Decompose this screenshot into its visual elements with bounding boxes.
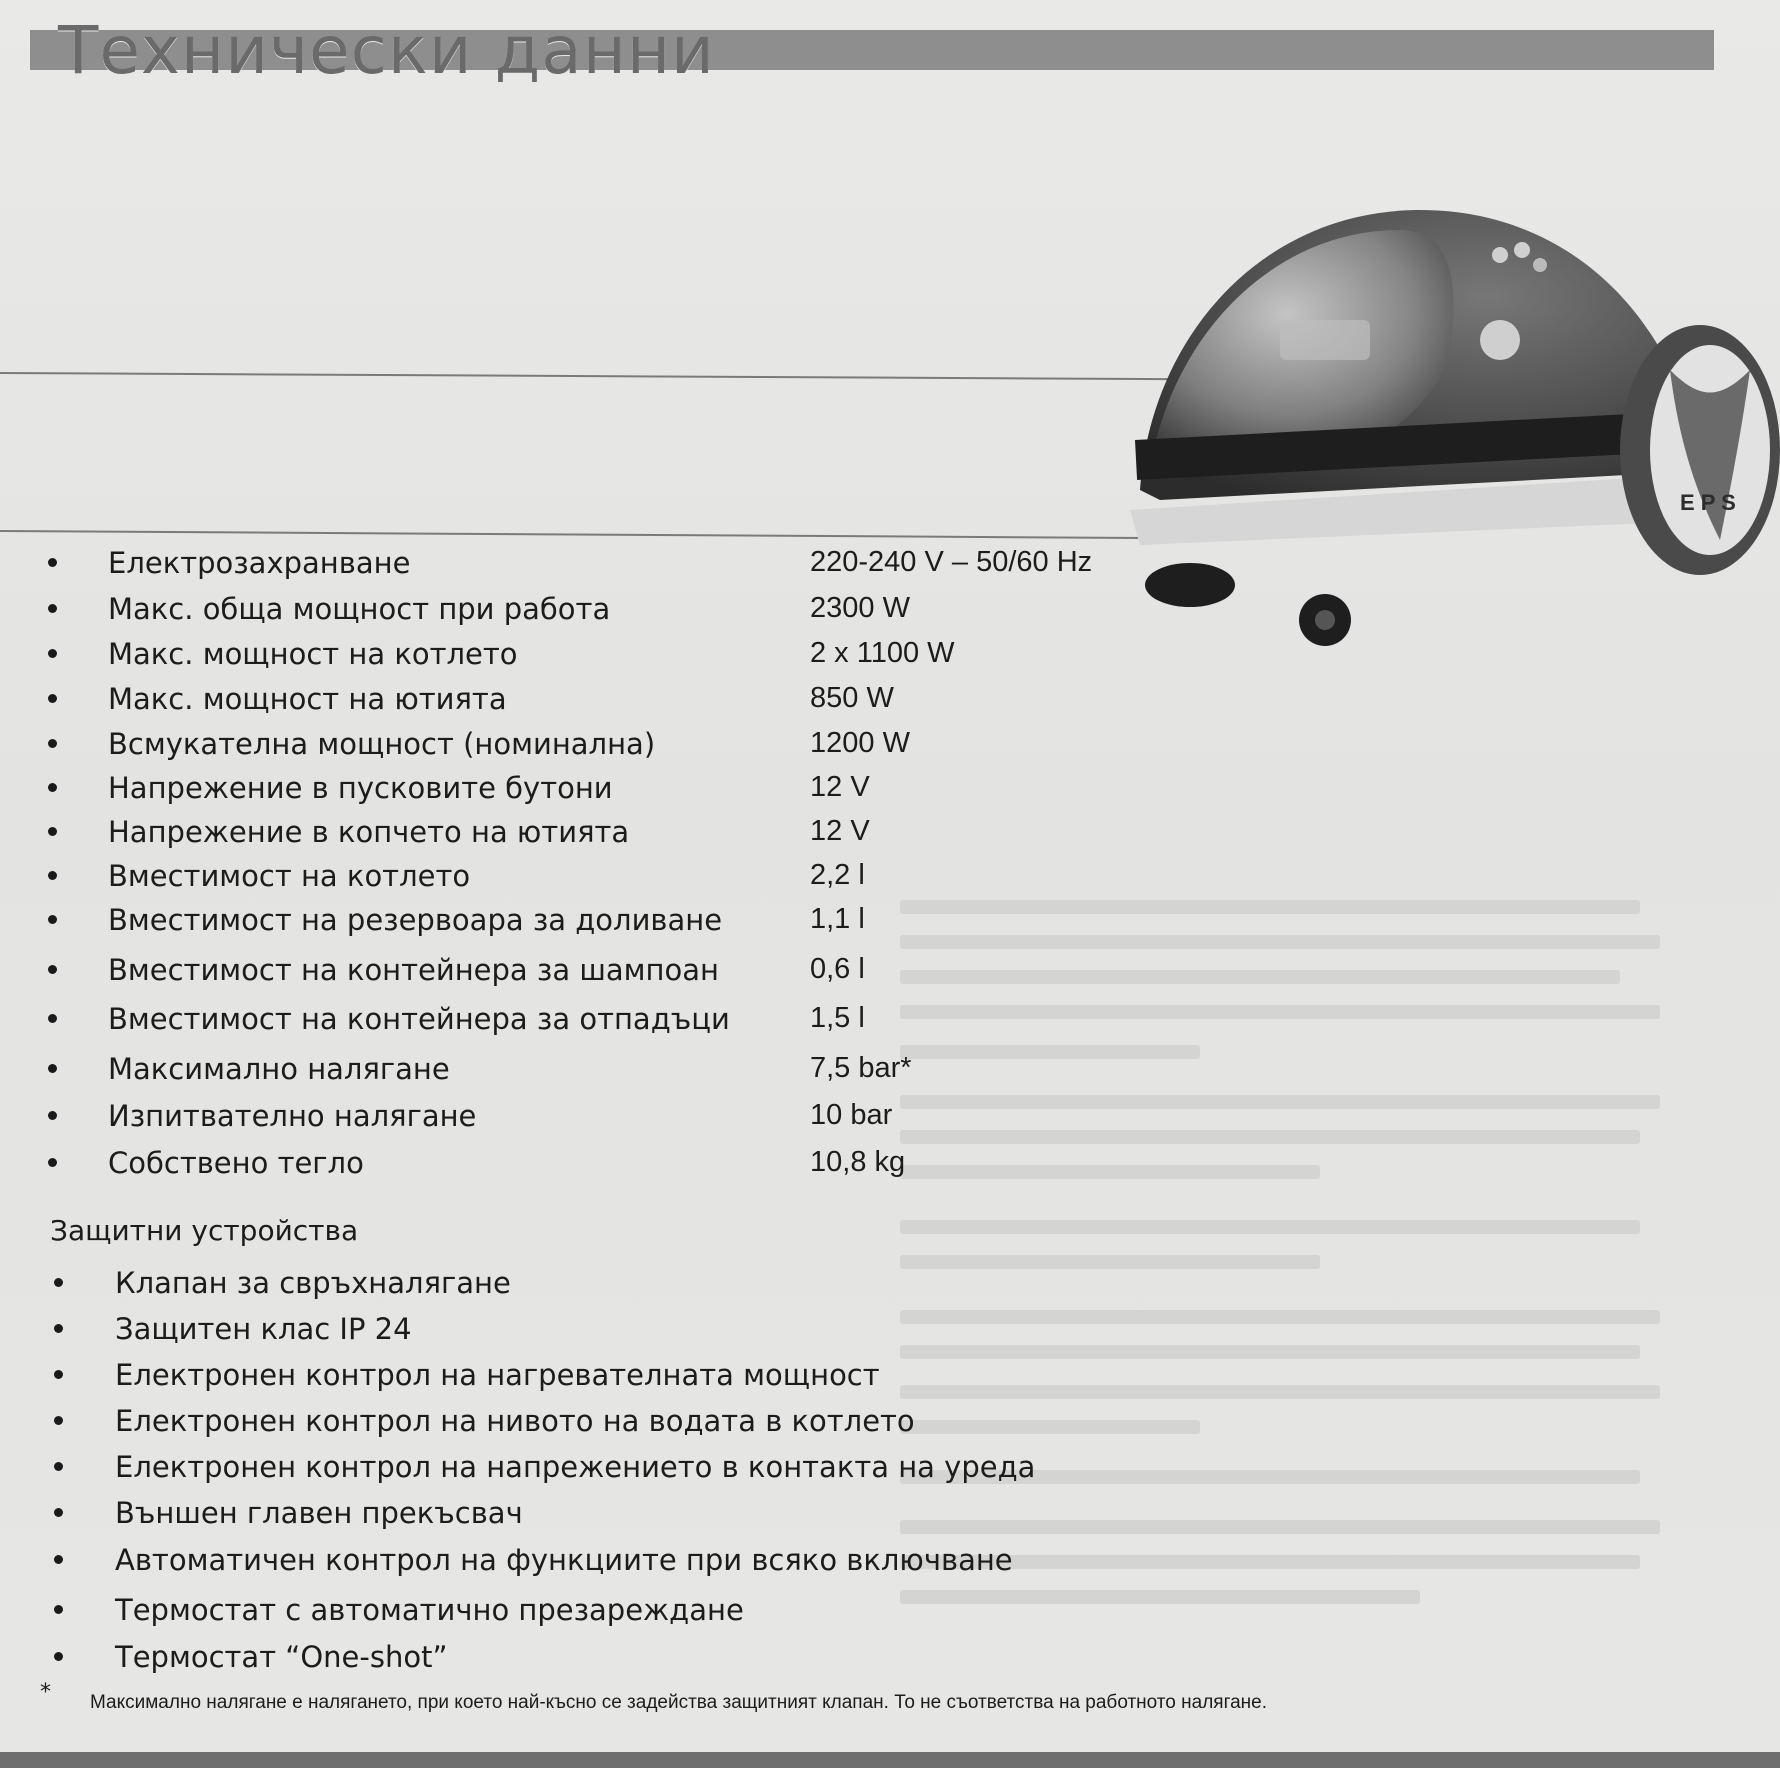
spec-value: 10 bar (810, 1099, 893, 1131)
protection-label: Електронен контрол на напрежението в контакта на уреда (115, 1450, 1036, 1484)
spec-value: 220-240 V – 50/60 Hz (810, 546, 1093, 578)
spec-label: Макс. мощност на ютията (108, 682, 507, 716)
spec-label: Изпитвателно налягане (108, 1099, 477, 1133)
spec-label: Макс. мощност на котлето (108, 637, 518, 671)
spec-label: Вместимост на контейнера за отпадъци (108, 1002, 730, 1036)
bullet-icon (54, 1462, 63, 1471)
protection-label: Клапан за свръхналягане (115, 1266, 511, 1300)
bullet-icon (54, 1278, 63, 1287)
protection-label: Автоматичен контрол на функциите при всяко включване (115, 1543, 1013, 1577)
protection-item (0, 1404, 1200, 1444)
spec-label: Вместимост на котлето (108, 859, 471, 893)
page-title: Технически данни (58, 12, 715, 89)
bullet-icon (54, 1508, 63, 1517)
bullet-icon (54, 1652, 63, 1661)
spec-value: 0,6 l (810, 953, 865, 985)
spec-value: 1,5 l (810, 1002, 865, 1034)
footnote: Максимално налягане е налягането, при което най-късно се задейства защитният клапан. То не съответства на работното налягане. (90, 1692, 1267, 1713)
bullet-icon (54, 1555, 63, 1564)
protection-label: Термостат с автоматично презареждане (115, 1593, 744, 1627)
protection-item (0, 1496, 1200, 1536)
spec-label: Електрозахранване (108, 546, 411, 580)
spec-value: 2,2 l (810, 859, 865, 891)
bullet-icon (54, 1370, 63, 1379)
spec-label: Напрежение в пусковите бутони (108, 771, 613, 805)
spec-value: 12 V (810, 771, 870, 803)
bullet-icon (54, 1416, 63, 1425)
spec-label: Вместимост на резервоара за доливане (108, 903, 723, 937)
bullet-icon (54, 1324, 63, 1333)
bottom-edge (0, 1752, 1780, 1768)
spec-value: 7,5 bar* (810, 1052, 912, 1084)
spec-value: 10,8 kg (810, 1146, 906, 1178)
spec-label: Вместимост на контейнера за шампоан (108, 953, 719, 987)
bullet-icon (54, 1605, 63, 1614)
protection-item (0, 1593, 1200, 1633)
protection-label: Външен главен прекъсвач (115, 1496, 523, 1530)
protection-label: Термостат “One-shot” (115, 1640, 448, 1674)
spec-label: Напрежение в копчето на ютията (108, 815, 630, 849)
spec-value: 2 x 1100 W (810, 637, 955, 669)
spec-label: Максимално налягане (108, 1052, 450, 1086)
spec-label: Макс. обща мощност при работа (108, 592, 611, 626)
spec-label: Собствено тегло (108, 1146, 364, 1180)
protection-item (0, 1640, 1200, 1680)
spec-value: 12 V (810, 815, 870, 847)
spec-value: 850 W (810, 682, 894, 714)
protection-label: Защитен клас IP 24 (115, 1312, 412, 1346)
protection-item (0, 1358, 1200, 1398)
protection-heading: Защитни устройства (50, 1214, 359, 1247)
spec-label: Всмукателна мощност (номинална) (108, 727, 656, 761)
svg-text:E P S: E P S (1680, 490, 1736, 515)
footnote-mark: * (40, 1680, 51, 1705)
protection-label: Електронен контрол на нагревателната мощност (115, 1358, 880, 1392)
protection-item (0, 1450, 1200, 1490)
protection-item (0, 1543, 1200, 1583)
spec-value: 1,1 l (810, 903, 865, 935)
protection-item (0, 1266, 1200, 1306)
protection-item (0, 1312, 1200, 1352)
spec-value: 2300 W (810, 592, 910, 624)
protection-label: Електронен контрол на нивото на водата в котлето (115, 1404, 915, 1438)
spec-value: 1200 W (810, 727, 910, 759)
